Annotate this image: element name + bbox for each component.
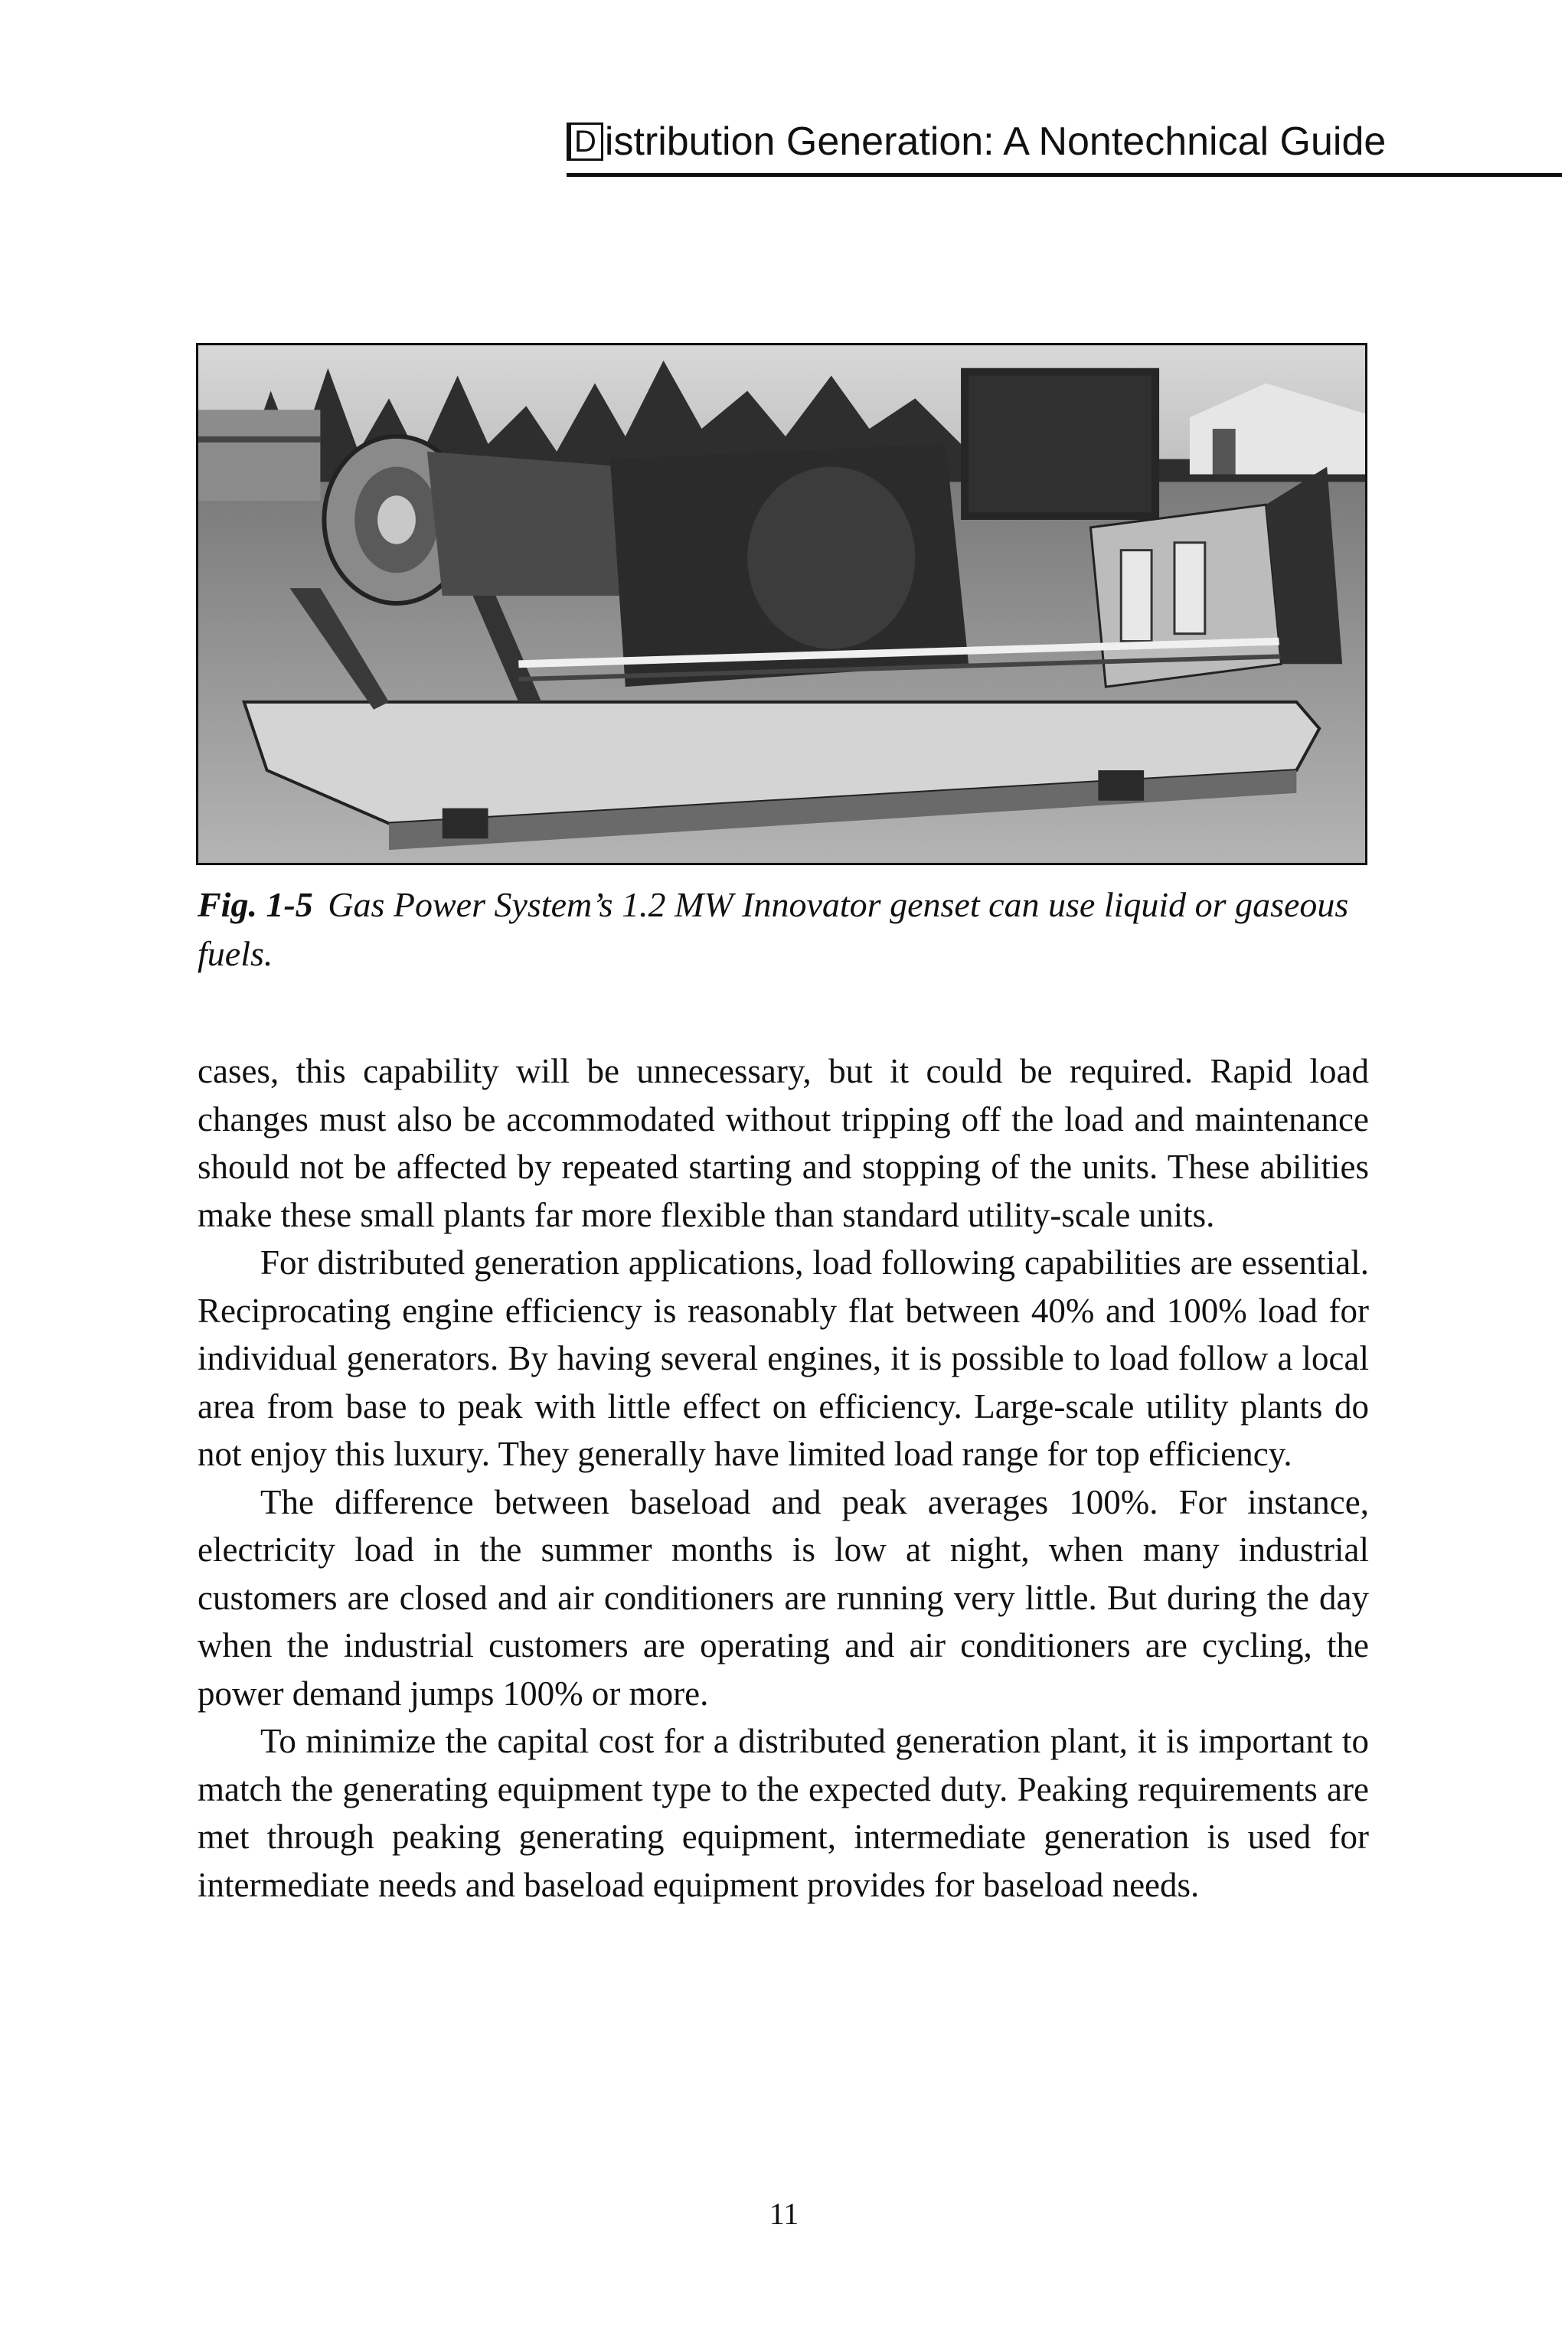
figure-label: Fig. 1-5 (198, 885, 313, 924)
page-number: 11 (769, 2197, 799, 2231)
paragraph-2: For distributed generation applications, load following capabilities are essential. Reciprocating engine efficiency is reasonably flat between 40% and 100% load for individual generators. By having several engines, it is possible to load follow a local area from base to peak with little effect on efficiency. Large-scale utility plants do not enjoy this luxury. They generally have limited load range for top efficiency. (198, 1243, 1369, 1473)
paragraph-1: cases, this capability will be unnecessary, but it could be required. Rapid load changes must also be accommodated without tripping off the load and maintenance should not be affected by repeated starting and stopping of the units. These abilities make these small plants far more flexible than standard utility-scale units. (198, 1052, 1369, 1234)
running-header (567, 119, 1562, 172)
genset-photo (196, 343, 1367, 865)
figure-caption (198, 880, 1369, 978)
header-title: istribution Generation: A Nontechnical Guide (604, 119, 1387, 164)
header-dropcap: D (567, 122, 603, 161)
paragraph-4: To minimize the capital cost for a distributed generation plant, it is important to match the generating equipment type to the expected duty. Peaking requirements are met through peaking generating equipment, intermediate generation is used for intermediate needs and baseload equipment provides for baseload needs. (198, 1722, 1369, 1904)
genset-photo-graphic (198, 345, 1365, 863)
body-text (198, 1047, 1369, 1909)
paragraph-3: The difference between baseload and peak averages 100%. For instance, electricity load in the summer months is low at night, when many industrial customers are closed and air conditioners are running very little. But during the day when the industrial customers are operating and air conditioners are cycling, the power demand jumps 100% or more. (198, 1482, 1369, 1713)
figure-caption-text: Gas Power System’s 1.2 MW Innovator genset can use liquid or gaseous fuels. (198, 885, 1349, 973)
header-rule (567, 173, 1562, 177)
